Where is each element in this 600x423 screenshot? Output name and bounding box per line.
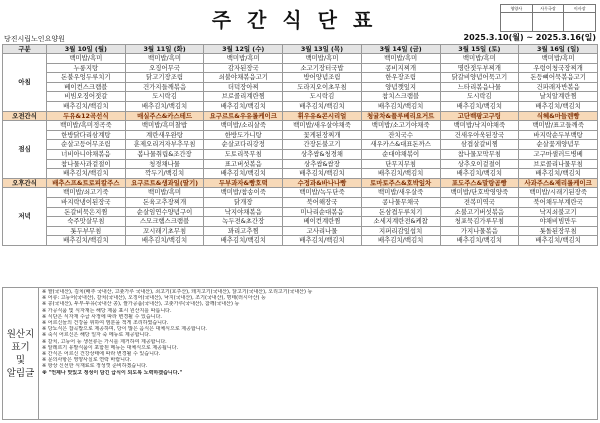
menu-cell: 삼겹살갈비찜 [440, 140, 519, 150]
snack-row [3, 111, 598, 121]
approval-cell [532, 5, 564, 31]
menu-period: 2025.3.10(월) ~ 2025.3.16(일) [463, 33, 596, 42]
table-row [3, 82, 598, 92]
menu-cell: 배추김치/백김치 [283, 101, 362, 111]
table-row [3, 121, 598, 131]
menu-cell: 단무지무침 [361, 159, 440, 169]
menu-cell: 훈제오리겨자부추무침 [125, 140, 204, 150]
menu-cell: 백미밥/흑미 [204, 54, 283, 64]
menu-cell: 돈등뼈어묵볶음고기 [519, 73, 598, 83]
menu-cell: 브로콜리나물무침 [519, 159, 598, 169]
menu-cell: 우렁이청국장찌개 [519, 63, 598, 73]
menu-cell: 바지락냉이된장국 [47, 197, 126, 207]
menu-cell: 배추김치/백김치 [125, 101, 204, 111]
menu-cell: 녹두전&초간장 [204, 217, 283, 227]
table-row [3, 73, 598, 83]
approval-cell [563, 5, 595, 31]
approval-label: 영양사 [501, 5, 532, 13]
header-day: 3월 11일 (화) [125, 45, 204, 54]
menu-cell: 닭개장 [204, 197, 283, 207]
meal-label: 오전간식 [3, 111, 47, 121]
menu-cell: 지퍼리감잎섭치 [361, 226, 440, 236]
note-line: ※ 문의사항은 영양사실로 연락 바랍니다. [42, 357, 132, 364]
table-row [3, 140, 598, 150]
menu-cell: 배추김치/백김치 [361, 169, 440, 179]
menu-cell: 미나리순대볶음 [283, 207, 362, 217]
note-line: ※ 갈치, 고등어 등 생선류는 가시를 제거하여 제공합니다. [42, 338, 167, 345]
menu-cell: 돈갈비묵은지찜 [47, 207, 126, 217]
menu-cell: 배추김치/백김치 [361, 101, 440, 111]
approval-label: 사무국장 [533, 5, 564, 13]
menu-cell: 순살꽃게양념무 [519, 140, 598, 150]
note-line: ※ 당뇨식은 잡곡밥으로 제공하며, 당이 많은 음식은 대체식으로 제공합니다. [42, 326, 207, 333]
header-day: 3월 16일 (일) [519, 45, 598, 54]
table-header-row [3, 45, 598, 54]
menu-cell: 깍두기/백김치 [125, 169, 204, 179]
menu-cell: 배추김치/백김치 [519, 236, 598, 246]
menu-cell: 백미밥/새우살야채죽 [283, 121, 362, 131]
table-row [3, 149, 598, 159]
menu-cell: 백미밥/소고기야채죽 [361, 121, 440, 131]
menu-cell: 너비아니야채볶음 [47, 149, 126, 159]
menu-cell: 스모크햄스크램블 [125, 217, 204, 227]
menu-cell: 배추김치/백김치 [283, 236, 362, 246]
menu-cell: 한방닭다리삼계탕 [47, 130, 126, 140]
menu-cell: 배추김치/백김치 [204, 169, 283, 179]
table-row [3, 130, 598, 140]
menu-cell: 표고버섯볶음 [204, 159, 283, 169]
note-line: ※ 식단은 식자재 수급 사정에 따라 변경될 수 있습니다. [42, 313, 162, 320]
menu-cell: 건파래자반볶음 [519, 82, 598, 92]
notes-side-line: 표기 [11, 341, 30, 353]
meal-label: 오후간식 [3, 178, 47, 188]
menu-cell: 배추스프&트로피칼주스 [47, 178, 126, 188]
menu-cell: 닭갈비양념어묵고기 [440, 73, 519, 83]
menu-cell: 누룽지탕 [47, 63, 126, 73]
menu-cell: 방어양념조림 [283, 73, 362, 83]
menu-cell: 전복미역국 [440, 197, 519, 207]
menu-cell: 소고기장터국밥 [283, 63, 362, 73]
notes-body [39, 288, 597, 419]
menu-cell: 양념깻잎지 [361, 82, 440, 92]
menu-cell: 백미밥/흑미 [519, 54, 598, 64]
menu-cell: 도라지오이초무침 [283, 82, 362, 92]
menu-cell: 바지락순두부백탕 [519, 130, 598, 140]
menu-cell: 참치스크램블 [361, 92, 440, 102]
note-line: ※ 항상 신선한 식재료로 정성껏 준비하겠습니다. [42, 363, 148, 370]
table-row [3, 217, 598, 227]
menu-cell: 백미밥/흑미찰밥 [125, 121, 204, 131]
menu-cell: 고사리나물 [283, 226, 362, 236]
menu-cell: 백미밥/시래기된장죽 [519, 188, 598, 198]
menu-cell: 배추김치/백김치 [204, 101, 283, 111]
menu-cell: 닭고기장조림 [125, 73, 204, 83]
header-day: 3월 10일 (월) [47, 45, 126, 54]
menu-cell: 북어채두부계란국 [519, 197, 598, 207]
menu-cell: 가지나물볶음 [440, 226, 519, 236]
menu-cell: 배추김치/백김치 [440, 101, 519, 111]
menu-cell: 쇠불야채볶음고기 [204, 73, 283, 83]
header-day: 3월 15일 (토) [440, 45, 519, 54]
notes-side-line: 원산지 [6, 328, 35, 340]
menu-cell: 도시락김 [283, 92, 362, 102]
table-row [3, 54, 598, 64]
notes-side-label [3, 288, 39, 419]
meal-label: 저녁 [3, 188, 47, 246]
menu-cell: 포도주스&말랑곰빵 [440, 178, 519, 188]
menu-cell: 날치알계란찜 [519, 92, 598, 102]
menu-cell: 새우카스&대표돈까스 [361, 140, 440, 150]
menu-cell: 참나물사과겉절이 [47, 159, 126, 169]
menu-cell: 순대야채볶이 [361, 149, 440, 159]
table-row [3, 159, 598, 169]
note-line: ※ 어르신들의 건강을 위하여 염분을 적게 조리하였습니다. [42, 320, 169, 327]
approval-cell [501, 5, 532, 31]
menu-cell: 돈육고추장찌개 [125, 197, 204, 207]
menu-cell: 숙주맛살무침 [47, 217, 126, 227]
menu-cell: 콩나물무채국 [361, 197, 440, 207]
menu-cell: 배추김치/백김치 [519, 101, 598, 111]
table-row [3, 101, 598, 111]
approval-label: 이사장 [564, 5, 595, 13]
menu-cell: 백미밥/낙지야채죽 [440, 121, 519, 131]
header-day: 3월 14일 (금) [361, 45, 440, 54]
menu-cell: 꽈리고추찜 [204, 226, 283, 236]
menu-cell: 배추김치/백김치 [361, 236, 440, 246]
menu-cell: 배추김치/백김치 [47, 236, 126, 246]
menu-cell: 소세지계란전&케찹 [361, 217, 440, 227]
snack-row [3, 178, 598, 188]
menu-cell: 고단백팡고구팅 [440, 111, 519, 121]
menu-cell: 배추김치/백김치 [283, 169, 362, 179]
menu-cell: 도토리묵무침 [204, 149, 283, 159]
menu-cell: 백미밥/흑미 [440, 54, 519, 64]
menu-cell: 톳돌된장무침 [519, 226, 598, 236]
menu-cell: 백미밥/새우살죽 [361, 188, 440, 198]
menu-cell: 청포묵김가루무침 [440, 217, 519, 227]
menu-cell: 한방도가니탕 [204, 130, 283, 140]
notes-side-line: 및 [15, 354, 26, 366]
table-row [3, 236, 598, 246]
menu-cell: 상추오이겉절이 [440, 159, 519, 169]
note-line: ※ 콩(국내산), 두부·두유(국내산 콩), 쌀가공품(국내산), 고춧가루(국내산), 참깨(국내산) 등 [42, 301, 240, 308]
menu-cell: 콩비지찌개 [361, 63, 440, 73]
menu-cell: 명란젓두부찌개 [440, 63, 519, 73]
menu-cell: 순살코다리강정 [204, 140, 283, 150]
menu-cell: 도시락김 [440, 92, 519, 102]
menu-cell: 오징어무국 [125, 63, 204, 73]
menu-cell: 건새우아욱된장국 [440, 130, 519, 140]
note-line: ※ 어류: 고등어(국내산), 갈치(국내산), 오징어(국내산), 낙지(국내산), 조기(국내산), 명태(러시아산) 등 [42, 295, 266, 302]
menu-cell: 브로콜리계란찜 [204, 92, 283, 102]
menu-cell: 요구르트&생과일(딸기) [125, 178, 204, 188]
menu-cell: 상추쌈&쌈장 [283, 159, 362, 169]
menu-cell: 배추김치/백김치 [47, 101, 126, 111]
origin-notes [2, 287, 598, 420]
hospital-name: 당진시립노인요양원 [4, 35, 65, 43]
menu-cell: 상추쌈&청경채 [283, 149, 362, 159]
menu-cell: 베이컨계란찜 [283, 217, 362, 227]
menu-cell: 배추김치/백김치 [204, 236, 283, 246]
menu-cell: 백미밥/단호박영양죽 [440, 188, 519, 198]
menu-cell: 배추김치/백김치 [440, 169, 519, 179]
menu-cell: 청경채나물 [125, 159, 204, 169]
note-line: ※ "언제나 맛있고 정성이 담긴 급식이 되도록 노력하겠습니다." [42, 369, 183, 376]
menu-cell: 톳두부무침 [47, 226, 126, 236]
menu-cell: 백미밥/녹두단죽 [283, 188, 362, 198]
menu-cell: 돈불우엉두루치기 [47, 73, 126, 83]
menu-cell: 백미밥/쇠고기죽 [47, 188, 126, 198]
table-row [3, 197, 598, 207]
menu-cell: 배추김치/백김치 [47, 169, 126, 179]
menu-cell: 두유&12곡선식 [47, 111, 126, 121]
table-row [3, 226, 598, 236]
menu-cell: 백미밥/흑미정곡죽 [47, 121, 126, 131]
table-row [3, 63, 598, 73]
note-line: ※ 쌀(국내산), 김치(배추 국내산, 고춧가루 국내산), 쇠고기(호주산), 돼지고기(국내산), 닭고기(국내산), 오리고기(국내산) 등 [42, 289, 313, 295]
menu-cell: 백미밥/흑미 [125, 54, 204, 64]
menu-cell: 감자된장국 [204, 63, 283, 73]
menu-cell: 백미밥/참송이죽 [204, 188, 283, 198]
menu-cell: 돈삼겹두루치기 [361, 207, 440, 217]
menu-cell: 휘우유&콘시리얼 [283, 111, 362, 121]
menu-cell: 배추김치/백김치 [440, 236, 519, 246]
note-line: ※ 죽식 어르신은 해당 일자 죽 메뉴로 제공합니다. [42, 332, 151, 339]
menu-cell: 백미밥/흑미 [47, 54, 126, 64]
menu-cell: 청귤차&플루베리요거트 [361, 111, 440, 121]
menu-cell: 낙지야채볶음 [204, 207, 283, 217]
meal-label: 아침 [3, 54, 47, 112]
menu-cell: 배추김치/백김치 [519, 169, 598, 179]
meal-label: 점심 [3, 121, 47, 179]
table-row [3, 169, 598, 179]
note-line: ※ 간식은 어르신 건강상태에 따라 변경될 수 있습니다. [42, 351, 161, 358]
menu-cell: 백미밥/흑미 [125, 188, 204, 198]
menu-cell: 낙지쇠불고기 [519, 207, 598, 217]
table-row [3, 92, 598, 102]
menu-cell: 사과주스&제리롤케이크 [519, 178, 598, 188]
menu-cell: 베이컨스크램블 [47, 82, 126, 92]
menu-cell: 백미밥/소리살죽 [204, 121, 283, 131]
menu-cell: 간장돈불고기 [283, 140, 362, 150]
menu-cell: 매실주스&카스테드 [125, 111, 204, 121]
menu-cell: 순살임연수양념구이 [125, 207, 204, 217]
notes-side-line: 알림글 [6, 367, 35, 379]
menu-cell: 순살고등어무조림 [47, 140, 126, 150]
menu-cell: 건가지들깨볶음 [125, 82, 204, 92]
menu-cell: 계란새우완탕 [125, 130, 204, 140]
menu-cell: 꼬시래기초무침 [125, 226, 204, 236]
note-line: ※ 가공식품 및 식자재는 해당 제품 표시 원산지를 따릅니다. [42, 307, 172, 314]
menu-cell: 두부과자&빵호떡 [204, 178, 283, 188]
menu-cell: 고구마샐러드병베 [519, 149, 598, 159]
header-day: 3월 12일 (수) [204, 45, 283, 54]
table-row [3, 188, 598, 198]
menu-cell: 한우장조림 [361, 73, 440, 83]
weekly-menu-table [2, 44, 598, 246]
menu-cell: 백미밥/흑미 [361, 54, 440, 64]
menu-cell: 참나물꼬막무침 [440, 149, 519, 159]
menu-cell: 요구르트&우유롤케이크 [204, 111, 283, 121]
note-line: ※ 알레르기 유발식품이 포함된 메뉴는 대체식으로 제공됩니다. [42, 344, 179, 351]
menu-cell: 야채비빔만두 [519, 217, 598, 227]
menu-cell: 수정과&바나나빵 [283, 178, 362, 188]
menu-cell: 배추김치/백김치 [125, 236, 204, 246]
approval-box [500, 4, 596, 32]
menu-cell: 소불고기버섯볶음 [440, 207, 519, 217]
menu-cell: 잔치국수 [361, 130, 440, 140]
menu-cell: 식혜&마들렌빵 [519, 111, 598, 121]
menu-cell: 꽃게된장찌개 [283, 130, 362, 140]
header-corner: 구분 [3, 45, 47, 54]
menu-cell: 느타리볶음나물 [440, 82, 519, 92]
menu-cell: 도시락김 [125, 92, 204, 102]
page-title: 주간식단표 [211, 8, 389, 32]
menu-cell: 봄나물취립&조간장 [125, 149, 204, 159]
menu-cell: 비빔오징어젓갈 [47, 92, 126, 102]
menu-cell: 북어해장국 [283, 197, 362, 207]
menu-cell: 토마토주스&호박잎차 [361, 178, 440, 188]
menu-cell: 백미밥/표고들깨죽 [519, 121, 598, 131]
table-row [3, 207, 598, 217]
header-day: 3월 13일 (목) [283, 45, 362, 54]
menu-cell: 더덕장아찌 [204, 82, 283, 92]
menu-cell: 백미밥/흑미 [283, 54, 362, 64]
